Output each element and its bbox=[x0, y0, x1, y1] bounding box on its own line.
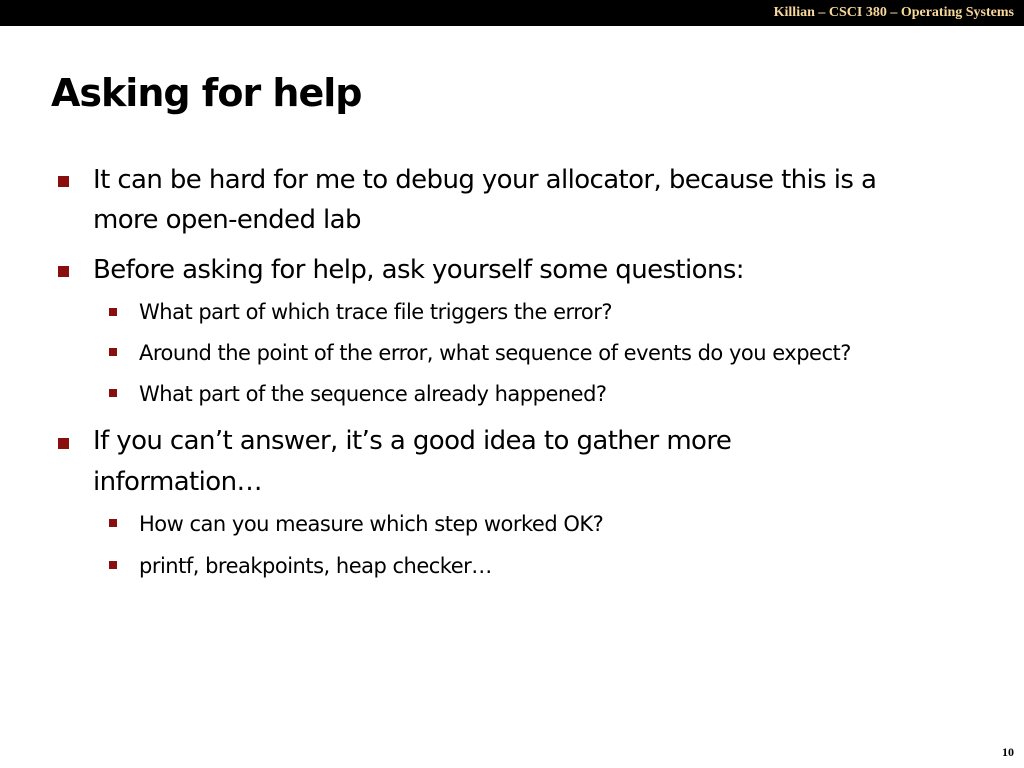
sub-bullet-text: What part of the sequence already happened? bbox=[139, 382, 607, 406]
bullet-text: It can be hard for me to debug your allocator, because this is a bbox=[93, 165, 877, 195]
sub-bullet-marker-icon bbox=[109, 389, 117, 397]
sub-bullet-marker-icon bbox=[109, 348, 117, 356]
sub-bullet-text: printf, breakpoints, heap checker… bbox=[139, 554, 492, 578]
sub-bullet-text: What part of which trace file triggers the error? bbox=[139, 300, 613, 324]
page-number: 10 bbox=[1002, 745, 1014, 759]
bullet-marker-icon bbox=[58, 438, 69, 449]
sub-bullet-marker-icon bbox=[109, 519, 117, 527]
sub-bullet-text: How can you measure which step worked OK? bbox=[139, 512, 604, 536]
bullet-text: If you can’t answer, it’s a good idea to gather more bbox=[93, 426, 732, 456]
bullet-marker-icon bbox=[58, 176, 69, 187]
sub-bullet-text: Around the point of the error, what sequence of events do you expect? bbox=[139, 341, 851, 365]
slide-title: Asking for help bbox=[51, 71, 362, 115]
bullet-marker-icon bbox=[58, 266, 69, 277]
bullet-text: Before asking for help, ask yourself some questions: bbox=[93, 255, 744, 285]
sub-bullet-marker-icon bbox=[109, 561, 117, 569]
course-header: Killian – CSCI 380 – Operating Systems bbox=[773, 5, 1014, 20]
sub-bullet-marker-icon bbox=[109, 308, 117, 316]
bullet-text: more open-ended lab bbox=[93, 205, 361, 235]
bullet-text: information… bbox=[93, 467, 262, 497]
